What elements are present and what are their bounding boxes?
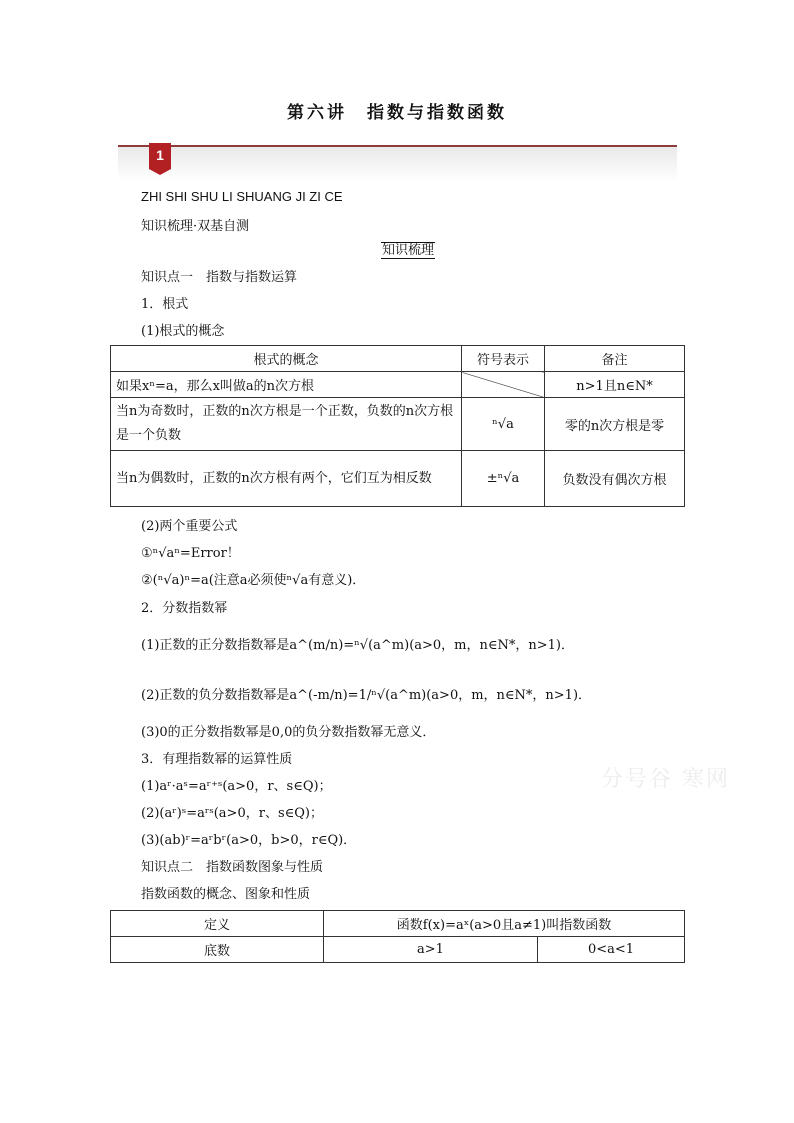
zero-fractional-exponent: (3)0的正分数指数幂是0,0的负分数指数幂无意义． <box>141 725 436 740</box>
rule-3: (3)(ab)ʳ=aʳbʳ(a>0，b>0，r∈Q)． <box>141 833 357 848</box>
subtitle: 知识梳理·双基自测 <box>141 219 250 234</box>
table-header: 符号表示 <box>462 346 545 372</box>
rule-2: (2)(aʳ)ˢ=aʳˢ(a>0，r、s∈Q)； <box>141 806 323 821</box>
page-title: 第六讲 指数与指数函数 <box>287 103 507 123</box>
table-row <box>111 372 685 398</box>
section-1-heading: 1．根式 <box>141 297 189 312</box>
table-cell: 当n为奇数时，正数的n次方根是一个正数，负数的n次方根是一个负数 <box>111 398 462 451</box>
watermark: 分号谷 寒网 <box>601 767 730 792</box>
table-row <box>111 451 685 507</box>
positive-fractional-exponent: (1)正数的正分数指数幂是a^(m/n)=ⁿ√(a^m)(a>0，m，n∈N*，n>1)． <box>141 638 574 653</box>
table-cell: 函数f(x)=aˣ(a>0且a≠1)叫指数函数 <box>324 911 685 937</box>
table-cell: n>1且n∈N* <box>545 372 685 398</box>
knowledge-point-2-subtitle: 指数函数的概念、图象和性质 <box>141 887 311 902</box>
table-row <box>111 937 685 963</box>
table-header: 备注 <box>545 346 685 372</box>
table-cell-empty <box>462 372 545 398</box>
formula-2: ②(ⁿ√a)ⁿ=a(注意a必须使ⁿ√a有意义)． <box>141 573 366 588</box>
table-row <box>111 911 685 937</box>
exponential-function-table <box>110 910 685 963</box>
section-1-1-heading: (1)根式的概念 <box>141 324 225 339</box>
table-cell: 底数 <box>111 937 324 963</box>
table-cell: 定义 <box>111 911 324 937</box>
pinyin-heading: ZHI SHI SHU LI SHUANG JI ZI CE <box>141 189 343 204</box>
table-cell: 0<a<1 <box>538 937 685 963</box>
table-header: 根式的概念 <box>111 346 462 372</box>
table-cell: ±ⁿ√a <box>462 451 545 507</box>
section-3-heading: 3．有理指数幂的运算性质 <box>141 752 293 767</box>
section-divider <box>118 145 677 147</box>
section-2-heading: 2．分数指数幂 <box>141 601 228 616</box>
table-row <box>111 398 685 451</box>
table-cell: 零的n次方根是零 <box>545 398 685 451</box>
negative-fractional-exponent: (2)正数的负分数指数幂是a^(-m/n)=1/ⁿ√(a^m)(a>0，m，n∈N*，n>1)． <box>141 688 592 703</box>
section-1-2-heading: (2)两个重要公式 <box>141 519 238 534</box>
table-cell: 当n为偶数时，正数的n次方根有两个，它们互为相反数 <box>111 451 462 507</box>
radical-table <box>110 345 685 507</box>
rule-1: (1)aʳ·aˢ=aʳ⁺ˢ(a>0，r、s∈Q)； <box>141 779 332 794</box>
section-banner <box>118 147 677 181</box>
knowledge-point-1: 知识点一 指数与指数运算 <box>141 270 298 285</box>
knowledge-point-2: 知识点二 指数函数图象与性质 <box>141 860 324 875</box>
section-badge: 1 <box>149 143 171 169</box>
table-cell: 负数没有偶次方根 <box>545 451 685 507</box>
table-cell: a>1 <box>324 937 538 963</box>
table-cell: 如果xⁿ=a，那么x叫做a的n次方根 <box>111 372 462 398</box>
formula-1: ①ⁿ√aⁿ=Error！ <box>141 546 240 561</box>
boxed-heading: 知识梳理 <box>382 243 435 258</box>
table-cell: ⁿ√a <box>462 398 545 451</box>
